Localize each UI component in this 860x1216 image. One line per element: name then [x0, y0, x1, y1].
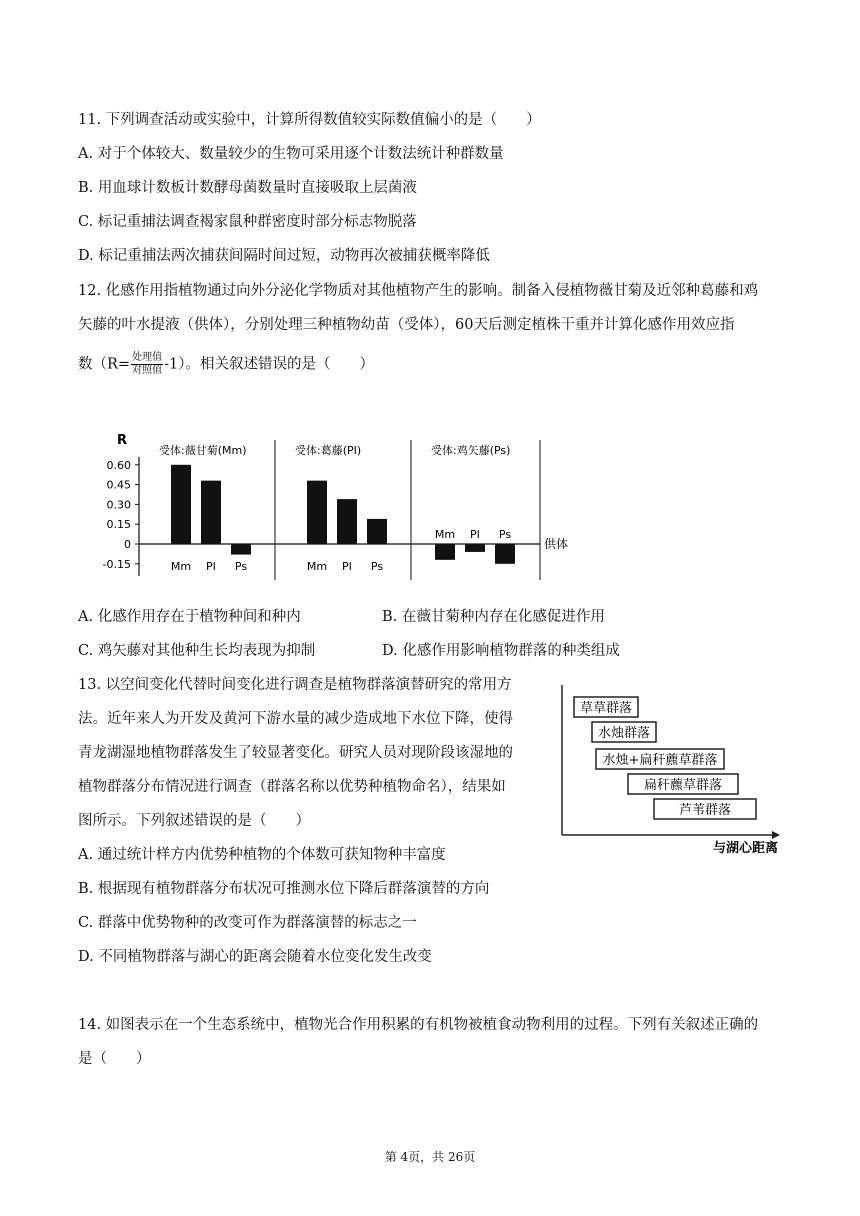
bar-1-PI: [337, 499, 357, 544]
bar-1-Mm: [307, 481, 327, 544]
panel-title-1: 受体:葛藤(PI): [295, 444, 362, 457]
q11-stem: 11. 下列调查活动或实验中，计算所得数值较实际数值偏小的是（ ）: [78, 112, 541, 128]
community-label-4: 扁秆藨草群落: [643, 778, 723, 793]
q14-stem-line2: 是（ ）: [78, 1051, 151, 1067]
bar-label-2-0: Mm: [434, 528, 456, 541]
bar-2-Ps: [495, 544, 515, 564]
fraction-denominator: 对照值: [132, 365, 163, 376]
q12-option-b: B. 在薇甘菊种内存在化感促进作用: [382, 609, 605, 625]
bar-label-1-1: PI: [342, 560, 352, 573]
q13-stem-line3: 青龙湖湿地植物群落发生了较显著变化。研究人员对现阶段该湿地的: [78, 745, 513, 761]
y-tick-label-0: 0.60: [106, 458, 131, 472]
diagram-x-axis-arrow: [772, 831, 780, 839]
y-tick-label-4: 0: [124, 538, 131, 551]
q12-stem-line1: 12. 化感作用指植物通过向外分泌化学物质对其他植物产生的影响。制备入侵植物薇甘菊及近邻种葛藤和鸡: [78, 283, 759, 299]
q12-option-a: A. 化感作用存在于植物种间和种内: [78, 609, 301, 625]
bar-2-PI: [465, 544, 485, 552]
r-formula-fraction: [131, 352, 163, 377]
q13-stem-line4: 植物群落分布情况进行调查（群落名称以优势种植物命名），结果如: [78, 779, 506, 795]
bar-label-2-1: PI: [470, 528, 480, 541]
community-label-2: 水烛群落: [597, 726, 651, 741]
y-tick-label-5: -0.15: [102, 557, 131, 571]
q12-option-d: D. 化感作用影响植物群落的种类组成: [382, 643, 620, 659]
bar-label-2-2: Ps: [498, 528, 512, 541]
q11-option-a: A. 对于个体较大、数量较少的生物可采用逐个计数法统计种群数量: [78, 146, 504, 162]
bar-0-PI: [201, 481, 221, 544]
community-label-3: 水烛+扁秆藨草群落: [602, 753, 718, 768]
y-tick-label-2: 0.30: [106, 498, 131, 512]
community-label-1: 草草群落: [579, 701, 633, 716]
q14-stem-line1: 14. 如图表示在一个生态系统中，植物光合作用积累的有机物被植食动物利用的过程。下列有关叙述正确的: [78, 1017, 759, 1033]
bar-0-Ps: [231, 544, 251, 555]
q12-stem-suffix: -1）。相关叙述错误的是（ ）: [164, 356, 374, 373]
q13-option-d: D. 不同植物群落与湖心的距离会随着水位变化发生改变: [78, 949, 432, 965]
bar-label-0-1: PI: [206, 560, 216, 573]
panel-title-2: 受体:鸡矢藤(Ps): [431, 444, 511, 457]
y-axis-label: R: [117, 433, 128, 448]
q13-stem-line5: 图所示。下列叙述错误的是（ ）: [78, 813, 310, 829]
q12-option-c: C. 鸡矢藤对其他种生长均表现为抑制: [78, 643, 316, 659]
q13-option-a: A. 通过统计样方内优势种植物的个体数可获知物种丰富度: [78, 847, 446, 863]
q12-stem-line2: 矢藤的叶水提液（供体），分别处理三种植物幼苗（受体），60天后测定植株干重并计算化感作用效应指: [78, 317, 735, 333]
bar-label-1-0: Mm: [306, 560, 328, 573]
y-tick-label-1: 0.45: [106, 478, 131, 492]
bar-2-Mm: [435, 544, 455, 560]
fraction-numerator: 处理值: [132, 352, 163, 363]
q13-option-c: C. 群落中优势物种的改变可作为群落演替的标志之一: [78, 915, 417, 931]
q13-stem-line2: 法。近年来人为开发及黄河下游水量的减少造成地下水位下降，使得: [78, 711, 513, 727]
allelopathy-bar-chart: [95, 430, 575, 580]
community-label-5: 芦苇群落: [678, 803, 732, 818]
community-distribution-diagram: [552, 677, 782, 857]
q12-stem-prefix: 数（R=: [78, 356, 131, 373]
bar-0-Mm: [171, 465, 191, 544]
bar-label-0-2: Ps: [234, 560, 248, 573]
q13-option-b: B. 根据现有植物群落分布状况可推测水位下降后群落演替的方向: [78, 881, 490, 897]
page-footer: 第 4页，共 26页: [384, 1150, 476, 1164]
q13-stem-line1: 13. 以空间变化代替时间变化进行调查是植物群落演替研究的常用方: [78, 677, 512, 693]
bar-label-1-2: Ps: [370, 560, 384, 573]
panel-title-0: 受体:薇甘菊(Mm): [159, 444, 247, 457]
diagram-x-axis-label: 与湖心距离: [712, 841, 778, 856]
bar-1-Ps: [367, 519, 387, 544]
q11-option-c: C. 标记重捕法调查褐家鼠种群密度时部分标志物脱落: [78, 214, 417, 230]
bar-label-0-0: Mm: [170, 560, 192, 573]
x-axis-label: 供体: [544, 537, 569, 551]
q11-option-d: D. 标记重捕法两次捕获间隔时间过短，动物再次被捕获概率降低: [78, 248, 490, 264]
q11-option-b: B. 用血球计数板计数酵母菌数量时直接吸取上层菌液: [78, 180, 417, 196]
q12-stem-line3: [78, 352, 374, 377]
y-tick-label-3: 0.15: [106, 518, 131, 532]
